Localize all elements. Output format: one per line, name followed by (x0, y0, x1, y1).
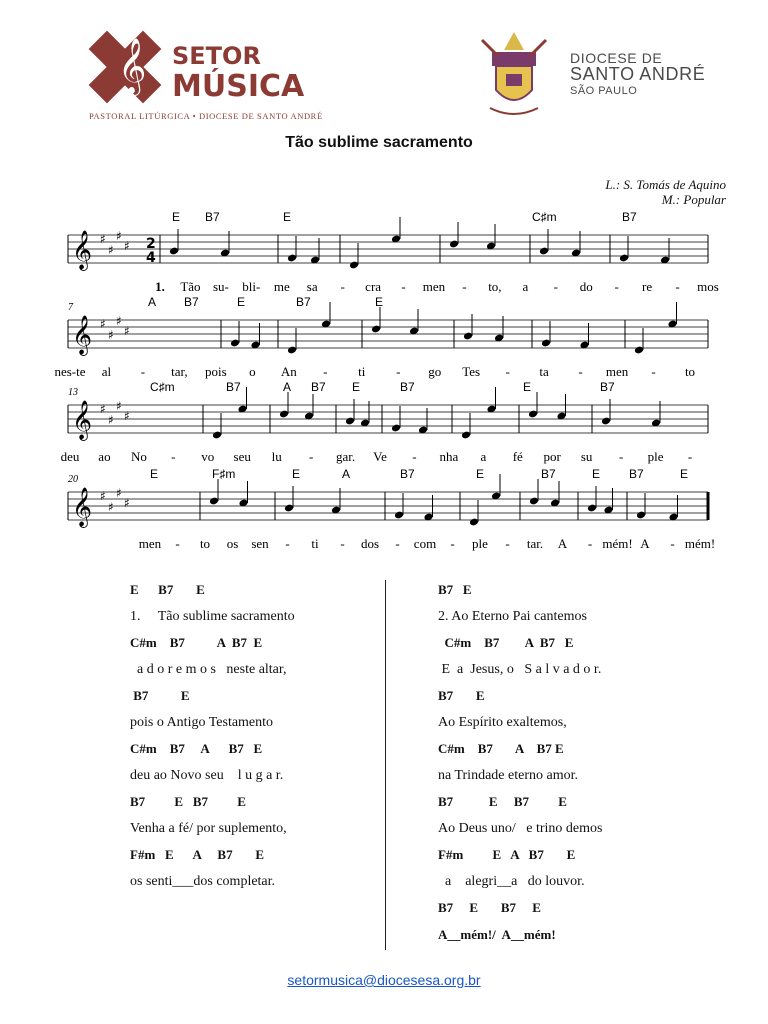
lyric-syllable: sa (306, 279, 318, 294)
lyric-syllable: a (480, 449, 487, 464)
lyric-syllable: ple (647, 449, 664, 464)
lyric-syllable: ta (539, 364, 549, 379)
chord-symbol: E (292, 467, 301, 481)
sharp-icon: ♯ (108, 413, 114, 427)
lyric-syllable: - (323, 364, 328, 379)
chord-line: B7 E B7 E (438, 794, 567, 809)
lyric-syllable: - (462, 279, 467, 294)
lyric-syllable: - (553, 279, 558, 294)
lyric-syllable: - (401, 279, 406, 294)
lyric-syllable: o (249, 364, 256, 379)
lyric-line: os senti___dos completar. (130, 873, 276, 889)
lyric-syllable: - (396, 364, 401, 379)
lyric-line: E a Jesus, o S a l v a d o r. (438, 661, 602, 677)
chord-symbol: B7 (600, 380, 615, 394)
chord-symbol: E (172, 210, 181, 224)
measure-number: 13 (68, 387, 78, 398)
lyric-syllable: ao (98, 449, 111, 464)
lyric-syllable: fé (512, 449, 523, 464)
chord-symbol: C♯m (532, 210, 557, 224)
lyric-syllable: men (605, 364, 629, 379)
lyric-syllable: - (308, 449, 314, 464)
lyric-syllable: men (422, 279, 446, 294)
lyric-syllable: Tão (180, 279, 201, 294)
lyric-syllable: - (614, 279, 619, 294)
lyric-syllable: Tes (462, 364, 481, 379)
lyric-syllable: - (171, 449, 176, 464)
lyric-syllable: - (578, 364, 583, 379)
chord-symbol: A (342, 467, 351, 481)
lyric-syllable: 1. (155, 279, 165, 294)
chord-line: E B7 E (130, 582, 205, 597)
treble-clef-icon: 𝄞 (118, 38, 147, 94)
lyric-syllable: - (285, 536, 290, 551)
lyrics-credit: L.: S. Tomás de Aquino (605, 177, 726, 192)
lyric-line: 2. Ao Eterno Pai cantemos (438, 608, 587, 624)
sharp-icon: ♯ (108, 243, 114, 257)
lyric-syllable: - (618, 449, 624, 464)
time-signature-bottom: 4 (146, 250, 156, 266)
chord-symbol: E (476, 467, 485, 481)
chord-symbol: E (352, 380, 361, 394)
sharp-icon: ♯ (108, 500, 114, 514)
coat-of-arms-icon (482, 32, 546, 114)
sharp-icon: ♯ (124, 496, 130, 510)
chord-line: B7 E (130, 688, 190, 703)
sharp-icon: ♯ (124, 409, 130, 423)
treble-clef-icon: 𝄞 (72, 230, 93, 270)
chord-symbol: E (150, 467, 159, 481)
chord-line: C#m B7 A B7 E (438, 741, 564, 756)
lyric-syllable: to (199, 536, 211, 551)
sharp-icon: ♯ (116, 314, 122, 328)
lyric-syllable: - (340, 536, 345, 551)
lyric-syllable: mém! (602, 536, 633, 551)
svg-text:MÚSICA: MÚSICA (172, 69, 305, 104)
diocese-line-2: SANTO ANDRÉ (570, 64, 706, 84)
chord-line: B7 E B7 E (130, 794, 246, 809)
chord-line: C#m B7 A B7 E (130, 741, 263, 756)
time-signature-top: 2 (146, 236, 156, 252)
lyric-line: a d o r e m o s neste altar, (130, 661, 287, 677)
chord-symbol: E (680, 467, 689, 481)
lyric-syllable: - (140, 364, 146, 379)
lyric-syllable: bli- (242, 279, 261, 294)
lyric-syllable: - (450, 536, 455, 551)
measure-number: 7 (68, 302, 73, 313)
contact-email[interactable]: setormusica@diocesesa.org.br (287, 972, 481, 988)
lyric-line: na Trindade eterno amor. (438, 767, 578, 783)
chord-symbol: B7 (400, 467, 415, 481)
lyric-syllable: re (642, 279, 653, 294)
lyric-syllable: os (226, 536, 239, 551)
lyric-syllable: su- (212, 279, 229, 294)
lyric-line: Ao Espírito exaltemos, (438, 714, 567, 730)
lyric-syllable: nes-te (54, 364, 86, 379)
lyric-syllable: go (428, 364, 442, 379)
lyric-syllable: - (175, 536, 180, 551)
song-title: Tão sublime sacramento (285, 134, 473, 151)
sharp-icon: ♯ (100, 232, 106, 246)
chord-symbol: E (523, 380, 532, 394)
chord-symbol: B7 (226, 380, 241, 394)
chord-line: C#m B7 A B7 E (130, 635, 263, 650)
lyric-syllable: to, (488, 279, 502, 294)
lyric-syllable: ti (358, 364, 366, 379)
sharp-icon: ♯ (116, 486, 122, 500)
lyric-syllable: deu (60, 449, 80, 464)
lyric-syllable: - (651, 364, 656, 379)
chord-symbol: E (283, 210, 292, 224)
sharp-icon: ♯ (108, 328, 114, 342)
lyric-syllable: seu (233, 449, 251, 464)
lyric-syllable: ple (472, 536, 488, 551)
setor-musica-logo (86, 28, 305, 124)
lyric-line: a alegri__a do louvor. (438, 873, 585, 889)
lyric-syllable: - (340, 279, 345, 294)
verse-1-chord-text (130, 582, 380, 962)
sharp-icon: ♯ (100, 317, 106, 331)
chord-symbol: B7 (629, 467, 644, 481)
lyric-syllable: cra (365, 279, 382, 294)
lyric-syllable: sen (251, 536, 269, 551)
chord-line: F#m E A B7 E (130, 847, 264, 862)
chord-symbol: B7 (184, 295, 199, 309)
lyric-syllable: - (395, 536, 400, 551)
measure-number: 20 (68, 474, 78, 485)
chord-symbol: E (592, 467, 601, 481)
lyric-syllable: - (587, 536, 593, 551)
chord-symbol: B7 (541, 467, 556, 481)
diocese-line-3: SÃO PAULO (570, 85, 638, 97)
lyric-syllable: gar. (335, 449, 356, 464)
lyric-syllable: - (687, 449, 693, 464)
lyric-syllable: do (579, 279, 593, 294)
lyric-syllable: me (273, 279, 290, 294)
chord-symbol: A (148, 295, 157, 309)
sharp-icon: ♯ (100, 489, 106, 503)
chord-line: A__mém!/ A__mém! (438, 926, 556, 942)
chord-symbol: E (375, 295, 384, 309)
lyric-syllable: - (412, 449, 417, 464)
lyric-syllable: por (543, 449, 561, 464)
chord-line: C#m B7 A B7 E (438, 635, 574, 650)
lyric-syllable: pois (205, 364, 227, 379)
sharp-icon: ♯ (124, 239, 130, 253)
lyric-syllable: to (684, 364, 696, 379)
lyric-syllable: su (580, 449, 593, 464)
chord-symbol: B7 (311, 380, 326, 394)
treble-clef-icon: 𝄞 (72, 487, 93, 527)
lyric-syllable: mém! (684, 536, 716, 551)
lyric-syllable: mos (697, 279, 719, 294)
diocese-line-1: DIOCESE DE (570, 50, 663, 66)
lyric-line: 1. Tão sublime sacramento (130, 608, 295, 624)
lyric-syllable: No (130, 449, 147, 464)
chord-symbol: A (283, 380, 292, 394)
lyric-syllable: men (138, 536, 162, 551)
column-divider (385, 580, 386, 950)
chord-line: B7 E (438, 582, 472, 597)
lyric-line: Ao Deus uno/ e trino demos (438, 820, 603, 836)
music-score (0, 170, 768, 570)
chord-symbol: C♯m (150, 380, 175, 394)
lyric-syllable: - (670, 536, 675, 551)
chord-line: F#m E A B7 E (438, 847, 576, 862)
lyric-syllable: vo (201, 449, 215, 464)
treble-clef-icon: 𝄞 (72, 400, 93, 440)
sharp-icon: ♯ (100, 402, 106, 416)
sharp-icon: ♯ (124, 324, 130, 338)
lyric-syllable: Ve (373, 449, 387, 464)
svg-text:SETOR: SETOR (172, 42, 261, 70)
lyric-syllable: tar, (171, 364, 188, 379)
lyric-line: pois o Antigo Testamento (130, 714, 274, 730)
lyric-syllable: ti (311, 536, 319, 551)
lyric-syllable: A (640, 536, 650, 551)
lyric-syllable: al (101, 364, 112, 379)
lyric-syllable: - (675, 279, 680, 294)
lyric-syllable: - (505, 536, 510, 551)
chord-symbol: E (237, 295, 246, 309)
chord-symbol: B7 (296, 295, 311, 309)
logo-subtitle: PASTORAL LITÚRGICA • DIOCESE DE SANTO ANDRÉ (89, 111, 323, 121)
music-credit: M.: Popular (661, 192, 726, 207)
sharp-icon: ♯ (116, 229, 122, 243)
chord-symbol: B7 (205, 210, 220, 224)
treble-clef-icon: 𝄞 (72, 315, 93, 355)
lyric-syllable: a (522, 279, 529, 294)
lyric-syllable: - (505, 364, 510, 379)
chord-symbol: F♯m (212, 467, 236, 481)
lyric-line: Venha a fé/ por suplemento, (130, 820, 287, 836)
lyric-syllable: dos (360, 536, 380, 551)
lyric-syllable: tar. (526, 536, 544, 551)
sharp-icon: ♯ (116, 399, 122, 413)
verse-2-chord-text (438, 582, 738, 962)
chord-line: B7 E (438, 688, 485, 703)
chord-symbol: B7 (622, 210, 637, 224)
lyric-syllable: com (413, 536, 437, 551)
lyric-syllable: nha (439, 449, 459, 464)
lyric-syllable: lu (271, 449, 282, 464)
lyric-syllable: An (280, 364, 297, 379)
lyric-syllable: A (557, 536, 568, 551)
chord-symbol: B7 (400, 380, 415, 394)
chord-line: B7 E B7 E (438, 900, 541, 915)
lyric-line: deu ao Novo seu l u g a r. (130, 767, 284, 783)
